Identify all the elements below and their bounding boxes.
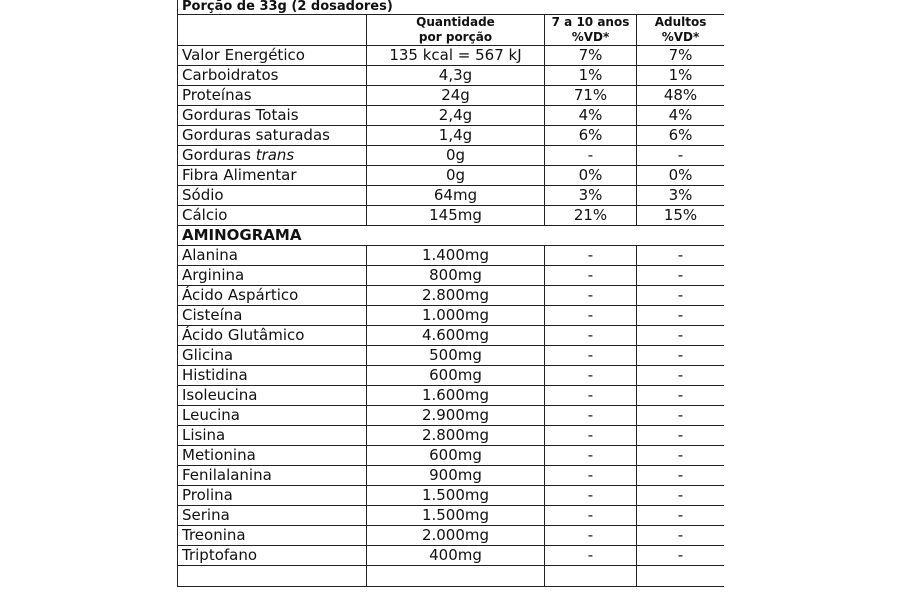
dv-kids: 3% [545,186,637,206]
nutrient-name: Triptofano [178,546,367,566]
header-adults-line1: Adultos [654,15,707,29]
nutrient-name: Isoleucina [178,386,367,406]
amount-per-serving: 4,3g [367,66,545,86]
nutrient-name: Lisina [178,426,367,446]
header-adults-line2: %VD* [661,30,700,44]
nutrient-name: Sódio [178,186,367,206]
dv-kids: - [545,426,637,446]
dv-kids: - [545,366,637,386]
aminogram-section-row [178,226,725,246]
amount-per-serving: 64mg [367,186,545,206]
nutrient-name: Valor Energético [178,46,367,66]
dv-kids: 6% [545,126,637,146]
aminoacid-row [178,506,725,526]
dv-adults: - [637,266,725,286]
dv-adults: - [637,146,725,166]
amount-per-serving: 2.800mg [367,426,545,446]
dv-adults: - [637,246,725,266]
nutrient-name: Treonina [178,526,367,546]
nutrient-row [178,86,725,106]
amount-per-serving: 1.500mg [367,506,545,526]
cutoff-cell [178,566,367,587]
dv-kids: - [545,146,637,166]
dv-adults: - [637,326,725,346]
nutrient-row [178,146,725,166]
nutrient-name: Fibra Alimentar [178,166,367,186]
amount-per-serving: 2.800mg [367,286,545,306]
amount-per-serving: 500mg [367,346,545,366]
header-kids-line1: 7 a 10 anos [551,15,630,29]
serving-title-row [178,0,725,15]
serving-size-title: Porção de 33g (2 dosadores) [178,0,725,15]
nutrient-name: Cálcio [178,206,367,226]
amount-per-serving: 0g [367,166,545,186]
dv-kids: - [545,526,637,546]
dv-kids: 7% [545,46,637,66]
dv-kids: - [545,466,637,486]
aminoacid-row [178,286,725,306]
amount-per-serving: 900mg [367,466,545,486]
nutrient-row [178,106,725,126]
aminogram-heading: AMINOGRAMA [178,226,725,246]
aminoacid-row [178,266,725,286]
aminoacid-row [178,526,725,546]
dv-kids: 0% [545,166,637,186]
dv-kids: - [545,486,637,506]
amount-per-serving: 1.000mg [367,306,545,326]
cutoff-row [178,566,725,587]
dv-kids: - [545,246,637,266]
dv-kids: 21% [545,206,637,226]
dv-adults: - [637,466,725,486]
dv-adults: 48% [637,86,725,106]
aminoacid-row [178,366,725,386]
dv-adults: - [637,286,725,306]
amount-per-serving: 0g [367,146,545,166]
dv-adults: - [637,486,725,506]
header-adults [637,15,725,46]
aminoacid-row [178,326,725,346]
nutrient-name: Arginina [178,266,367,286]
amount-per-serving: 600mg [367,366,545,386]
nutrition-table [177,0,724,587]
dv-adults: - [637,506,725,526]
aminoacid-row [178,466,725,486]
dv-adults: 0% [637,166,725,186]
nutrient-name: Metionina [178,446,367,466]
nutrient-name: Gorduras saturadas [178,126,367,146]
amount-per-serving: 4.600mg [367,326,545,346]
header-row [178,15,725,46]
nutrient-name: Serina [178,506,367,526]
dv-kids: 4% [545,106,637,126]
aminoacid-row [178,306,725,326]
nutrient-name: Fenilalanina [178,466,367,486]
header-amount-line2: por porção [418,30,493,44]
aminoacid-row [178,486,725,506]
amount-per-serving: 135 kcal = 567 kJ [367,46,545,66]
cutoff-cell [545,566,637,587]
nutrient-row [178,46,725,66]
dv-kids: 1% [545,66,637,86]
nutrient-name: Gorduras Totais [178,106,367,126]
amount-per-serving: 1.400mg [367,246,545,266]
dv-kids: - [545,406,637,426]
nutrient-row [178,126,725,146]
amount-per-serving: 600mg [367,446,545,466]
amount-per-serving: 2.000mg [367,526,545,546]
aminoacid-row [178,406,725,426]
header-amount [367,15,545,46]
dv-adults: - [637,346,725,366]
aminoacid-row [178,386,725,406]
amount-per-serving: 1.600mg [367,386,545,406]
amount-per-serving: 1.500mg [367,486,545,506]
aminoacid-row [178,546,725,566]
amount-per-serving: 24g [367,86,545,106]
nutrient-row [178,66,725,86]
nutrient-name: Prolina [178,486,367,506]
nutrient-name: Carboidratos [178,66,367,86]
dv-adults: - [637,386,725,406]
nutrient-name: Proteínas [178,86,367,106]
dv-kids: - [545,386,637,406]
aminoacid-row [178,426,725,446]
dv-adults: - [637,426,725,446]
aminoacid-row [178,346,725,366]
dv-adults: 4% [637,106,725,126]
cutoff-cell [637,566,725,587]
nutrient-name-italic: trans [255,146,295,164]
header-amount-line1: Quantidade [416,15,495,29]
amount-per-serving: 2.900mg [367,406,545,426]
dv-kids: - [545,506,637,526]
aminoacid-row [178,246,725,266]
header-kids [545,15,637,46]
dv-kids: 71% [545,86,637,106]
nutrient-name: Leucina [178,406,367,426]
nutrient-row [178,186,725,206]
dv-adults: - [637,446,725,466]
dv-adults: - [637,366,725,386]
dv-adults: - [637,306,725,326]
dv-kids: - [545,546,637,566]
nutrition-facts-panel [177,0,724,600]
dv-adults: - [637,406,725,426]
dv-adults: 3% [637,186,725,206]
nutrient-row [178,206,725,226]
dv-kids: - [545,326,637,346]
dv-kids: - [545,306,637,326]
nutrient-name: Glicina [178,346,367,366]
amount-per-serving: 2,4g [367,106,545,126]
dv-kids: - [545,286,637,306]
nutrient-name: Histidina [178,366,367,386]
nutrient-name: Ácido Aspártico [178,286,367,306]
amount-per-serving: 1,4g [367,126,545,146]
nutrient-row [178,166,725,186]
dv-adults: 6% [637,126,725,146]
nutrient-name-text: Gorduras [182,146,256,164]
dv-kids: - [545,446,637,466]
nutrient-name: Ácido Glutâmico [178,326,367,346]
nutrition-table-body [178,0,725,587]
nutrient-name: Cisteína [178,306,367,326]
dv-adults: 15% [637,206,725,226]
dv-kids: - [545,346,637,366]
aminoacid-row [178,446,725,466]
amount-per-serving: 400mg [367,546,545,566]
dv-adults: 7% [637,46,725,66]
amount-per-serving: 800mg [367,266,545,286]
cutoff-cell [367,566,545,587]
nutrient-name [178,146,367,166]
dv-adults: 1% [637,66,725,86]
dv-adults: - [637,526,725,546]
amount-per-serving: 145mg [367,206,545,226]
nutrient-name: Alanina [178,246,367,266]
header-kids-line2: %VD* [571,30,610,44]
dv-kids: - [545,266,637,286]
header-empty-cell [178,15,367,46]
dv-adults: - [637,546,725,566]
